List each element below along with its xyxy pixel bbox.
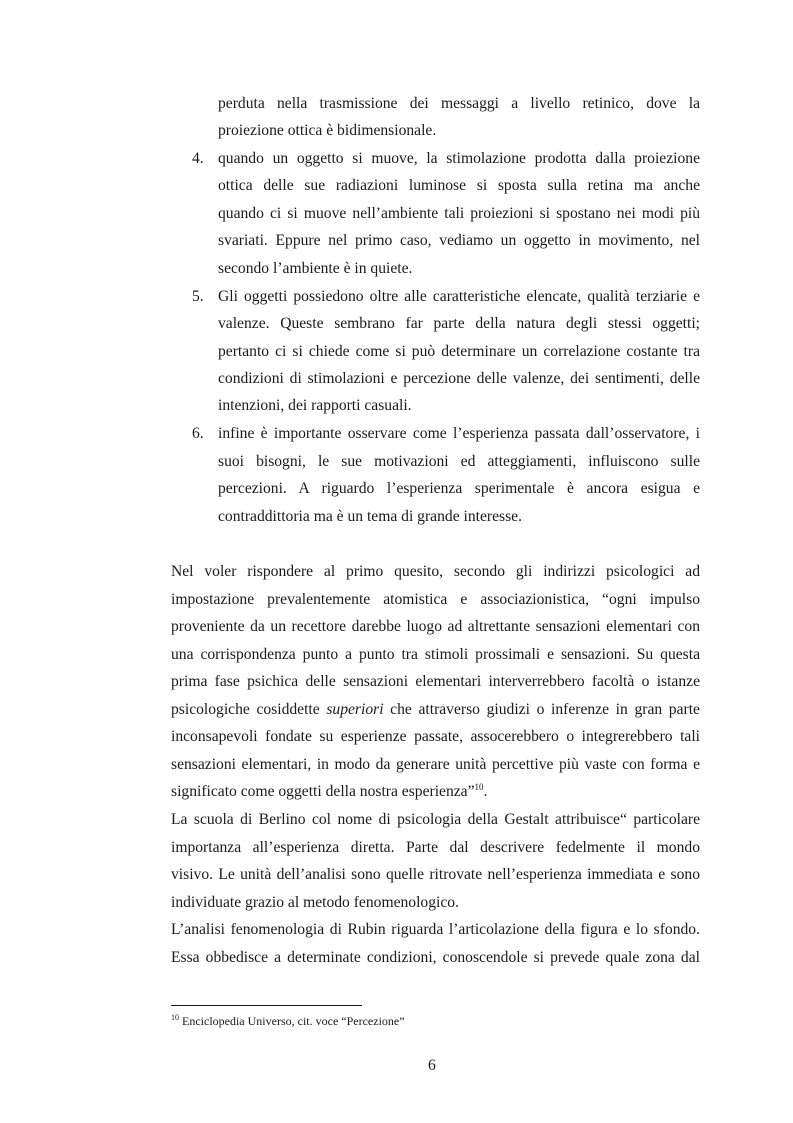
list-item-4-line-4: svariati. Eppure nel primo caso, vediamo un oggetto in movimento, nel: [218, 232, 700, 249]
footnote-number: 10: [171, 1013, 179, 1022]
list-item-4-line-1: quando un oggetto si muove, la stimolazione prodotta dalla proiezione: [218, 150, 700, 167]
list-item-5-line-4: condizioni di stimolazioni e percezione delle valenze, dei sentimenti, delle: [218, 370, 700, 387]
paragraph-1-line-3: proveniente da un recettore darebbe luogo ad altrettante sensazioni elementari con: [171, 618, 700, 635]
list-item-4-line-3: quando ci si muove nell’ambiente tali proiezioni si spostano nei modi più: [218, 205, 700, 222]
paragraph-1-line-8: sensazioni elementari, in modo da generare unità percettive più vaste con forma e: [171, 756, 700, 773]
paragraph-1-line-6: [171, 700, 700, 720]
footnote: [171, 1013, 405, 1029]
footnote-text: Enciclopedia Universo, cit. voce “Percezione”: [179, 1014, 405, 1028]
list-item-3-line-2: proiezione ottica è bidimensionale.: [218, 122, 437, 139]
page-number: 6: [428, 1057, 436, 1074]
paragraph-1-line-5: prima fase psichica delle sensazioni elementari interverrebbero facoltà o istanze: [171, 673, 700, 690]
list-item-3-line-1: perduta nella trasmissione dei messaggi a livello retinico, dove la: [218, 95, 700, 112]
list-item-6-number: 6.: [192, 425, 204, 442]
footnote-reference[interactable]: 10: [474, 781, 484, 792]
list-item-5-number: 5.: [192, 288, 204, 305]
paragraph-1-line-1: Nel voler rispondere al primo quesito, secondo gli indirizzi psicologici ad: [171, 563, 700, 580]
list-item-5-line-3: pertanto ci si chiede come si può determinare un correlazione costante tra: [218, 343, 700, 360]
list-item-6-line-4: contraddittoria ma è un tema di grande interesse.: [218, 508, 522, 525]
italic-term-superiori: superiori: [326, 701, 384, 718]
paragraph-1-line-7: inconsapevoli fondate su esperienze passate, assocerebbero o integrerebbero tali: [171, 728, 700, 745]
paragraph-2-line-3: visivo. Le unità dell’analisi sono quelle ritrovate nell’esperienza immediata e sono: [171, 866, 700, 883]
list-item-6-line-3: percezioni. A riguardo l’esperienza sperimentale è ancora esigua e: [218, 480, 700, 497]
paragraph-1-line-4: una corrispondenza punto a punto tra stimoli prossimali e sensazioni. Su questa: [171, 646, 700, 663]
paragraph-1-line-2: impostazione prevalentemente atomistica e associazionistica, “ogni impulso: [171, 591, 700, 608]
paragraph-2-line-2: importanza all’esperienza diretta. Parte dal descrivere fedelmente il mondo: [171, 839, 700, 856]
paragraph-1-line-6-end: che attraverso giudizi o inferenze in gran parte: [383, 701, 700, 718]
paragraph-1-line-9-text: significato come oggetti della nostra esperienza”: [171, 783, 475, 800]
footnote-divider: [171, 1005, 362, 1006]
list-item-6-line-2: suoi bisogni, le sue motivazioni ed atteggiamenti, influiscono sulle: [218, 453, 700, 470]
paragraph-3-line-1: L’analisi fenomenologia di Rubin riguarda l’articolazione della figura e lo sfondo.: [171, 921, 700, 938]
list-item-5-line-5: intenzioni, dei rapporti casuali.: [218, 397, 412, 414]
paragraph-2-line-4: individuate grazio al metodo fenomenologico.: [171, 894, 459, 911]
paragraph-1-line-9: [171, 782, 700, 802]
list-item-5-line-1: Gli oggetti possiedono oltre alle caratteristiche elencate, qualità terziarie e: [218, 288, 700, 305]
list-item-6-line-1: infine è importante osservare come l’esperienza passata dall’osservatore, i: [218, 425, 700, 442]
paragraph-3-line-2: Essa obbedisce a determinate condizioni, conoscendole si prevede quale zona dal: [171, 949, 700, 966]
paragraph-1-line-6-start: psicologiche cosiddette: [171, 701, 327, 718]
paragraph-1-line-9-end: .: [483, 783, 488, 800]
list-item-4-number: 4.: [192, 150, 204, 167]
list-item-4-line-2: ottica delle sue radiazioni luminose si sposta sulla retina ma anche: [218, 177, 700, 194]
list-item-4-line-5: secondo l’ambiente è in quiete.: [218, 260, 413, 277]
list-item-5-line-2: valenze. Queste sembrano far parte della natura degli stessi oggetti;: [218, 315, 700, 332]
paragraph-2-line-1: La scuola di Berlino col nome di psicologia della Gestalt attribuisce“ particolare: [171, 811, 700, 828]
